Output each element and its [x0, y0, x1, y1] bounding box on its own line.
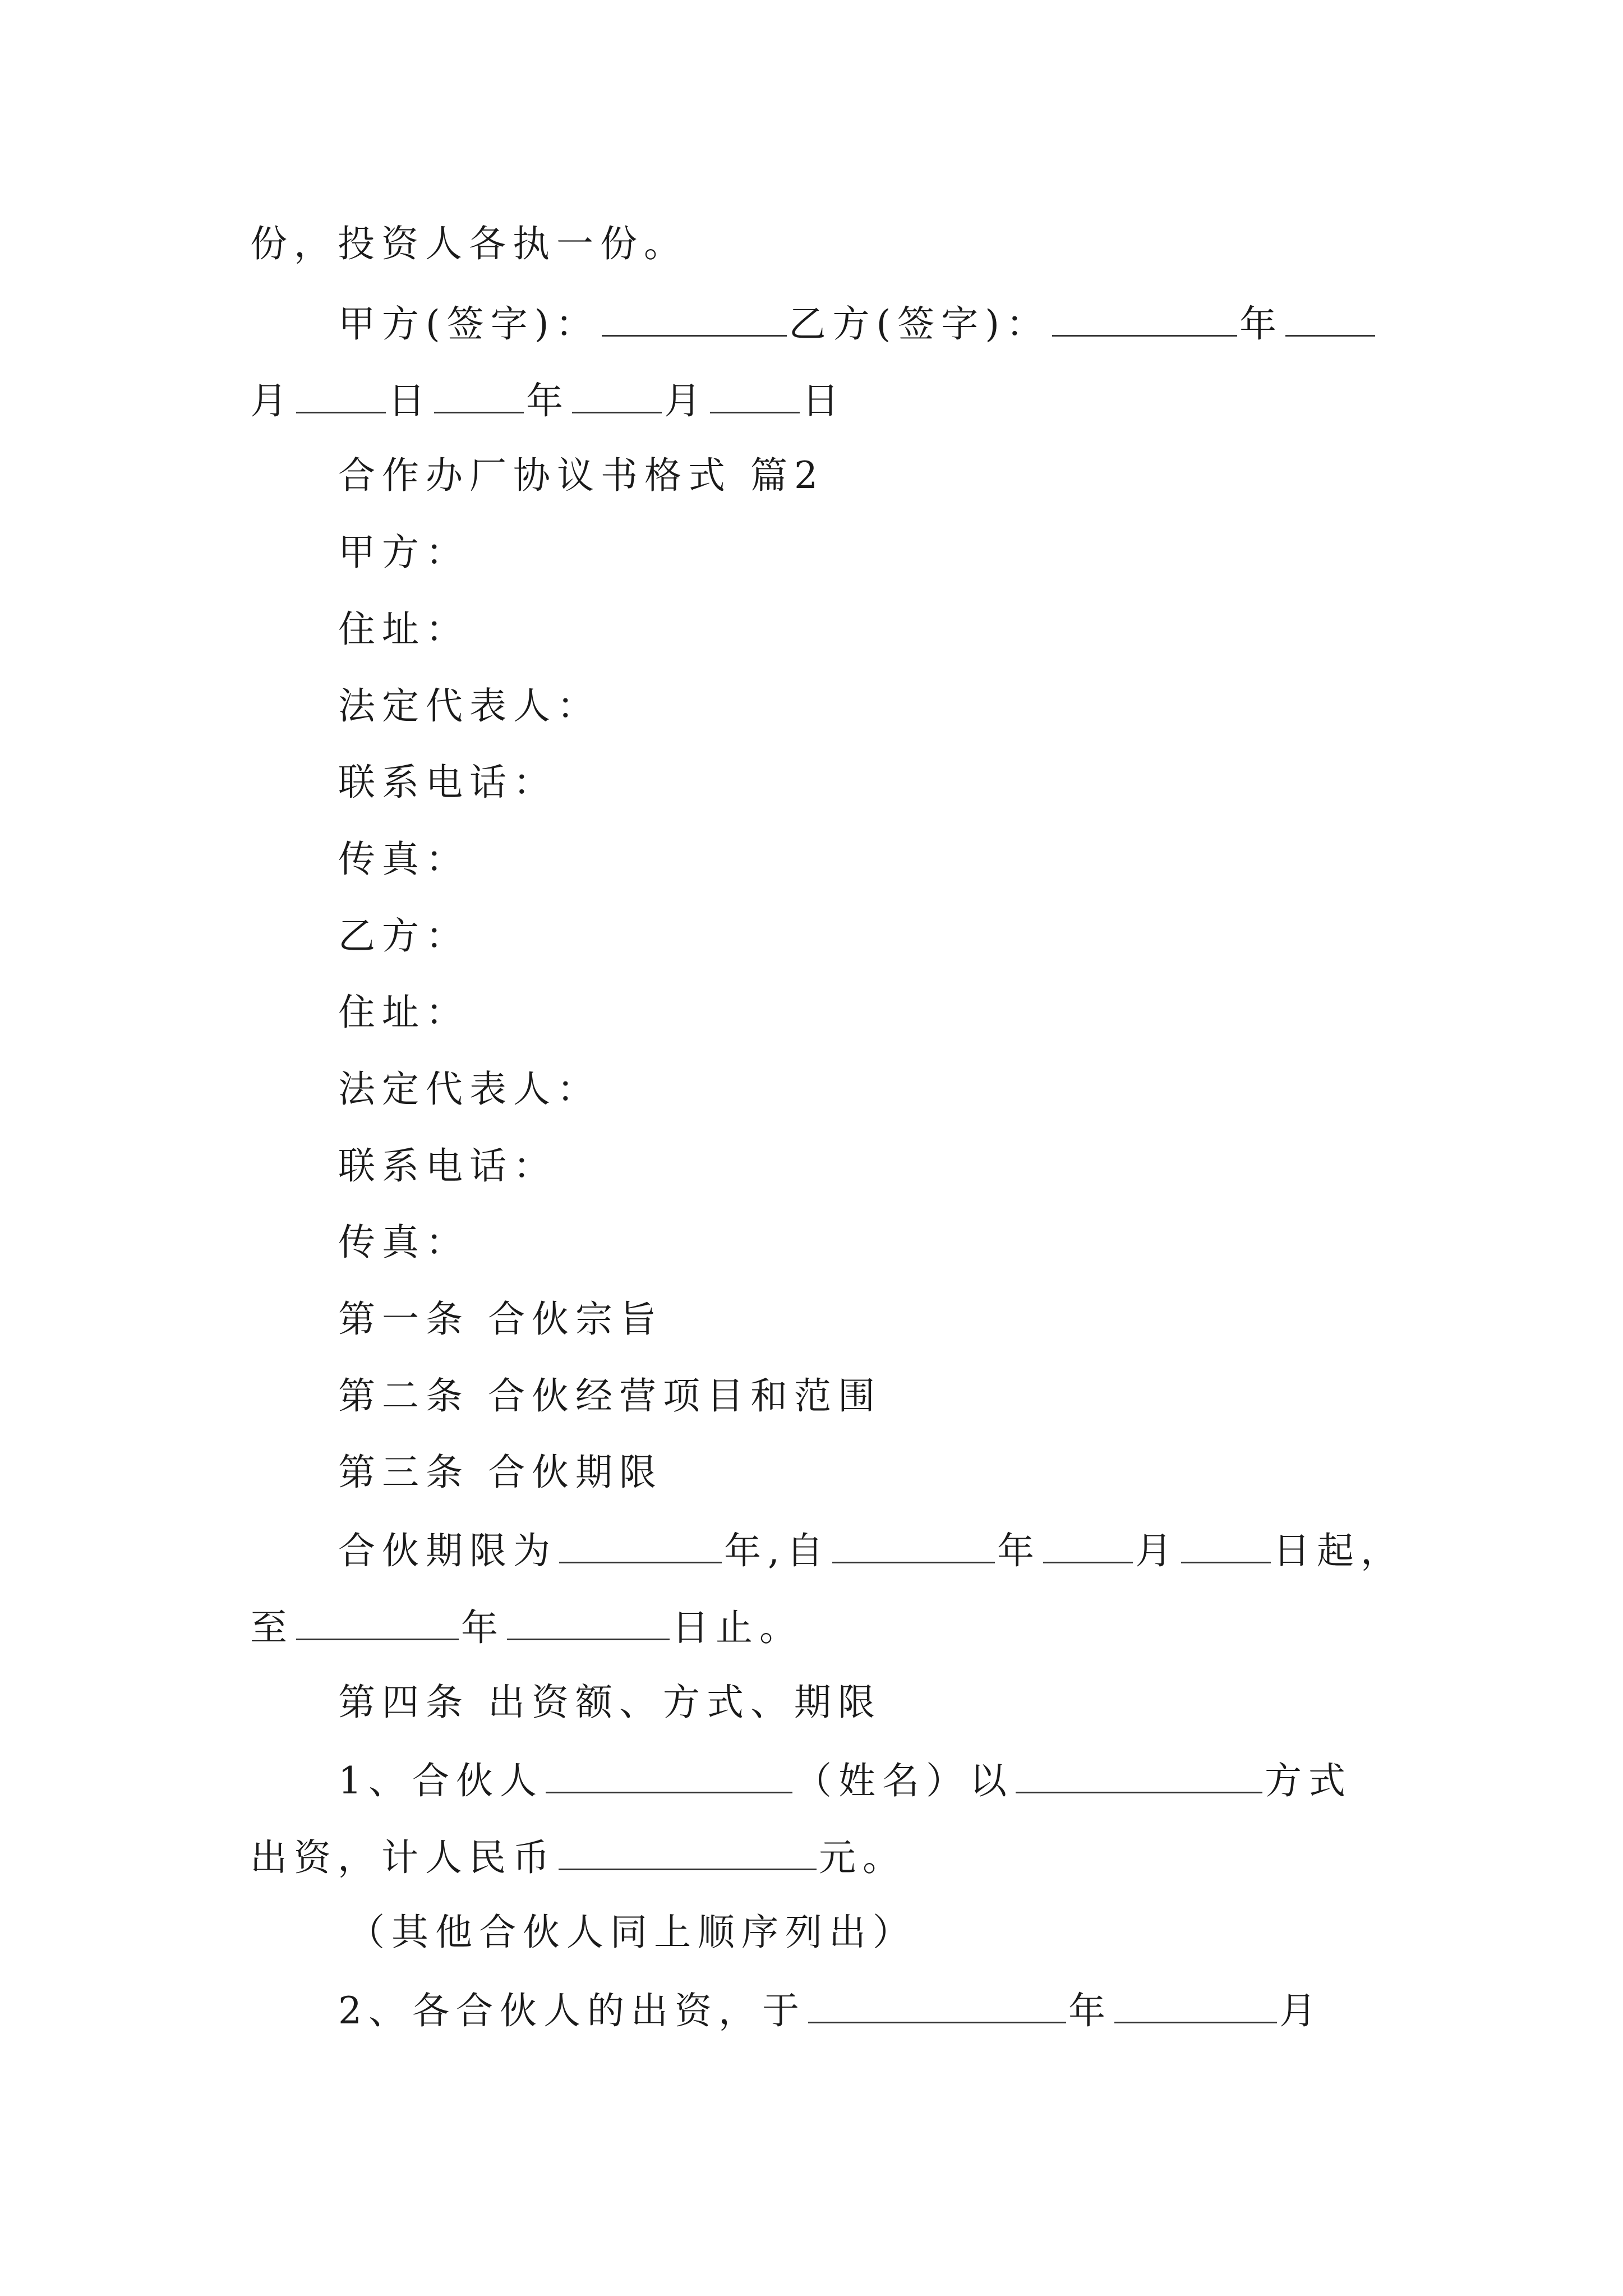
contribution-line: 出资，计人民币 元。 — [250, 1834, 906, 1880]
fill-blank — [546, 1757, 792, 1793]
fill-blank — [296, 377, 386, 413]
field-label: 住址： — [338, 608, 469, 651]
field-label: 甲方： — [338, 531, 469, 574]
fill-blank — [296, 1604, 459, 1640]
term-line: 至 年 日止。 — [250, 1604, 803, 1650]
field-label: 乙方： — [338, 914, 469, 958]
contribution-line: 2、各合伙人的出资，于 年 月 — [338, 1987, 1323, 2033]
fill-blank — [710, 377, 800, 413]
field-label: 联系电话： — [338, 761, 557, 804]
fill-blank — [1052, 300, 1237, 337]
fill-blank — [1016, 1757, 1262, 1793]
field-label: 法定代表人： — [338, 1068, 601, 1111]
field-label: 法定代表人： — [338, 684, 601, 728]
article-heading: 第二条 合伙经营项目和范围 — [338, 1374, 882, 1418]
fill-blank — [1285, 300, 1375, 337]
fill-blank — [507, 1604, 670, 1640]
fill-blank — [559, 1527, 722, 1563]
article-heading: 第三条 合伙期限 — [338, 1451, 663, 1494]
fill-blank — [602, 300, 787, 337]
article-heading: 第一条 合伙宗旨 — [338, 1297, 663, 1341]
section-heading: 合作办厂协议书格式 篇2 — [338, 454, 824, 497]
contribution-line: 1、合伙人 （姓名）以 方式 — [338, 1757, 1352, 1803]
text-line: 份，投资人各执一份。 — [250, 222, 688, 265]
field-label: 联系电话： — [338, 1144, 557, 1188]
signature-line: 甲方(签字)： 乙方(签字)： 年 — [338, 300, 1377, 347]
fill-blank — [1043, 1527, 1133, 1563]
date-line: 月 日 年 月 日 — [250, 377, 846, 424]
field-label: 传真： — [338, 1221, 469, 1264]
fill-blank — [1114, 1987, 1277, 2023]
fill-blank — [434, 377, 524, 413]
field-label: 住址： — [338, 991, 469, 1034]
note-line: （其他合伙人同上顺序列出） — [348, 1911, 916, 1954]
term-line: 合伙期限为 年,自 年 月 日起， — [338, 1527, 1404, 1573]
fill-blank — [1181, 1527, 1271, 1563]
fill-blank — [559, 1834, 817, 1870]
field-label: 传真： — [338, 838, 469, 881]
fill-blank — [572, 377, 662, 413]
article-heading: 第四条 出资额、方式、期限 — [338, 1681, 882, 1724]
fill-blank — [832, 1527, 995, 1563]
fill-blank — [808, 1987, 1066, 2023]
